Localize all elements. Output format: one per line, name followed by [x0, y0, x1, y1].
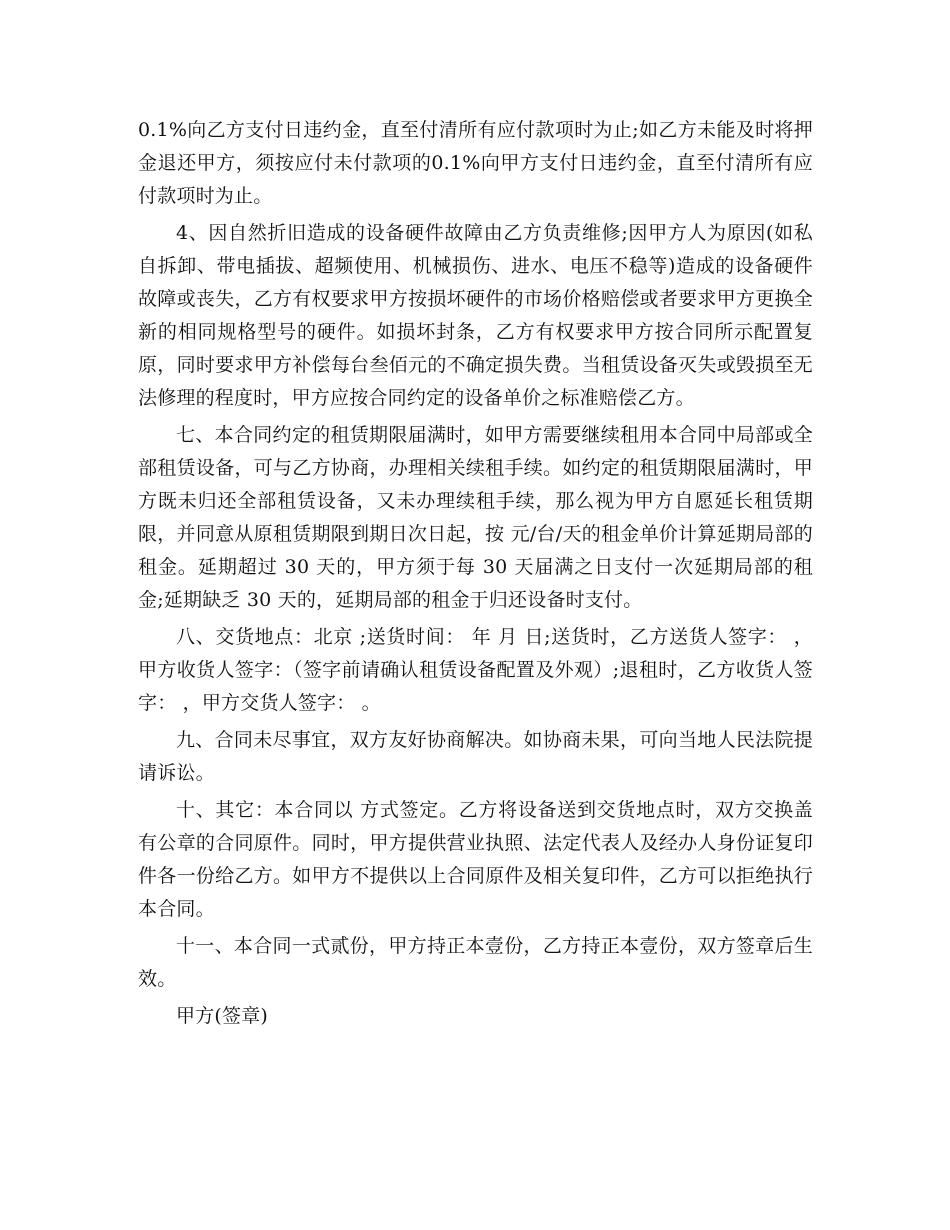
- paragraph-clause-8-delivery: 八、交货地点：北京 ;送货时间： 年 月 日;送货时，乙方送货人签字： ，甲方收货人签字：（签字前请确认租赁设备配置及外观）;退租时，乙方收货人签字： ，甲方交货人签字： 。: [138, 626, 813, 714]
- paragraph-clause-7-lease-extension: 七、本合同约定的租赁期限届满时，如甲方需要继续租用本合同中局部或全部租赁设备，可与乙方协商，办理相关续租手续。如约定的租赁期限届满时，甲方既未归还全部租赁设备，又未办理续租手续，那么视为甲方自愿延长租赁期限，并同意从原租赁期限到期日次日起，按 元/台/天的租金单价计算延期局部的租金。延期超过 30 天的，甲方须于每 30 天届满之日支付一次延期局部的租金;延期缺乏 30 天的，延期局部的租金于归还设备时支付。: [138, 424, 813, 611]
- paragraph-clause-9-disputes: 九、合同未尽事宜，双方友好协商解决。如协商未果，可向当地人民法院提请诉讼。: [138, 729, 813, 784]
- paragraph-clause-11-copies: 十一、本合同一式贰份，甲方持正本壹份，乙方持正本壹份，双方签章后生效。: [138, 935, 813, 990]
- document-body: [138, 114, 813, 1037]
- paragraph-penalty-continuation: 0.1%向乙方支付日违约金，直至付清所有应付款项时为止;如乙方未能及时将押金退还甲方，须按应付未付款项的0.1%向甲方支付日违约金，直至付清所有应付款项时为止。: [138, 119, 813, 207]
- party-a-signature-label: 甲方(签章): [176, 1005, 269, 1027]
- paragraph-clause-4-hardware-damage: 4、因自然折旧造成的设备硬件故障由乙方负责维修;因甲方人为原因(如私自拆卸、带电插拔、超频使用、机械损伤、进水、电压不稳等)造成的设备硬件故障或丧失，乙方有权要求甲方按损坏硬件的市场价格赔偿或者要求甲方更换全新的相同规格型号的硬件。如损坏封条，乙方有权要求甲方按合同所示配置复原，同时要求甲方补偿每台叁佰元的不确定损失费。当租赁设备灭失或毁损至无法修理的程度时，甲方应按合同约定的设备单价之标准赔偿乙方。: [138, 222, 813, 409]
- paragraph-clause-10-other: 十、其它：本合同以 方式签定。乙方将设备送到交货地点时，双方交换盖有公章的合同原件。同时，甲方提供营业执照、法定代表人及经办人身份证复印件各一份给乙方。如甲方不提供以上合同原件及相关复印件，乙方可以拒绝执行本合同。: [138, 799, 813, 920]
